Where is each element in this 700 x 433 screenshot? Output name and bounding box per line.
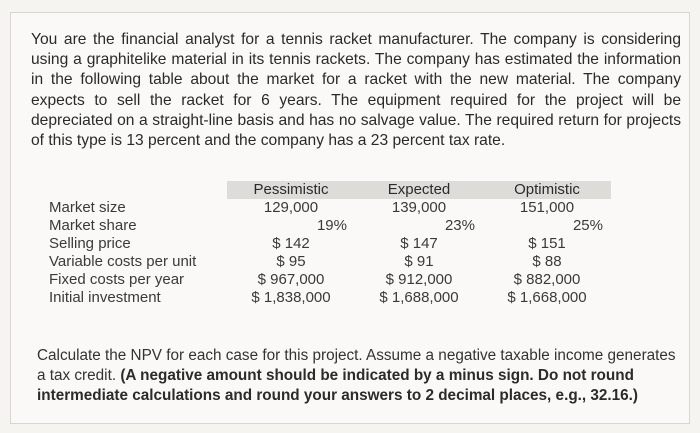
cell-pessimistic: $ 1,838,000 [251, 289, 331, 306]
market-data-table [35, 181, 611, 307]
header-pessimistic: Pessimistic [227, 181, 355, 199]
header-optimistic: Optimistic [483, 181, 611, 199]
cell-optimistic: $ 1,668,000 [507, 289, 587, 306]
problem-intro: You are the financial analyst for a tennis racket manufacturer. The company is considering using a graphitelike material in its tennis rackets. The company has estimated the information in the following table about the market for a racket with the new material. The company expects to sell the racket for 6 years. The equipment required for the project will be depreciated on a straight-line basis and has no salvage value. The required return for projects of this type is 13 percent and the company has a 23 percent tax rate. [31, 31, 681, 150]
cell-pessimistic: $ 142 [272, 235, 310, 252]
table-header-row [35, 181, 611, 199]
question-text: Calculate the NPV for each case for this project. Assume a negative taxable income generates a tax credit. [37, 347, 676, 384]
table-row [35, 271, 611, 289]
header-blank [35, 181, 227, 199]
cell-optimistic: $ 88 [532, 253, 562, 270]
header-expected: Expected [355, 181, 483, 199]
cell-optimistic: 151,000 [519, 199, 575, 216]
cell-expected: $ 1,688,000 [379, 289, 459, 306]
table-row [35, 253, 611, 271]
table-row [35, 199, 611, 217]
cell-optimistic: 25% [572, 217, 603, 234]
cell-optimistic: $ 151 [528, 235, 566, 252]
cell-optimistic: $ 882,000 [513, 271, 581, 288]
cell-pessimistic: $ 967,000 [257, 271, 325, 288]
cell-expected: 139,000 [391, 199, 447, 216]
cell-expected: $ 912,000 [385, 271, 453, 288]
table-row [35, 217, 611, 235]
row-label: Initial investment [49, 289, 161, 306]
table-row [35, 235, 611, 253]
question-instructions: (A negative amount should be indicated by a minus sign. Do not round intermediate calculations and round your answers to 2 decimal places, e.g., 32.16.) [37, 367, 639, 404]
row-label: Market share [49, 217, 137, 234]
row-label: Market size [49, 199, 126, 216]
question [37, 346, 687, 406]
row-label: Selling price [49, 235, 131, 252]
row-label: Variable costs per unit [49, 253, 197, 270]
table-row [35, 289, 611, 307]
cell-pessimistic: $ 95 [276, 253, 306, 270]
cell-pessimistic: 19% [316, 217, 347, 234]
row-label: Fixed costs per year [49, 271, 185, 288]
cell-expected: 23% [444, 217, 475, 234]
cell-expected: $ 147 [400, 235, 438, 252]
cell-pessimistic: 129,000 [263, 199, 319, 216]
cell-expected: $ 91 [404, 253, 434, 270]
